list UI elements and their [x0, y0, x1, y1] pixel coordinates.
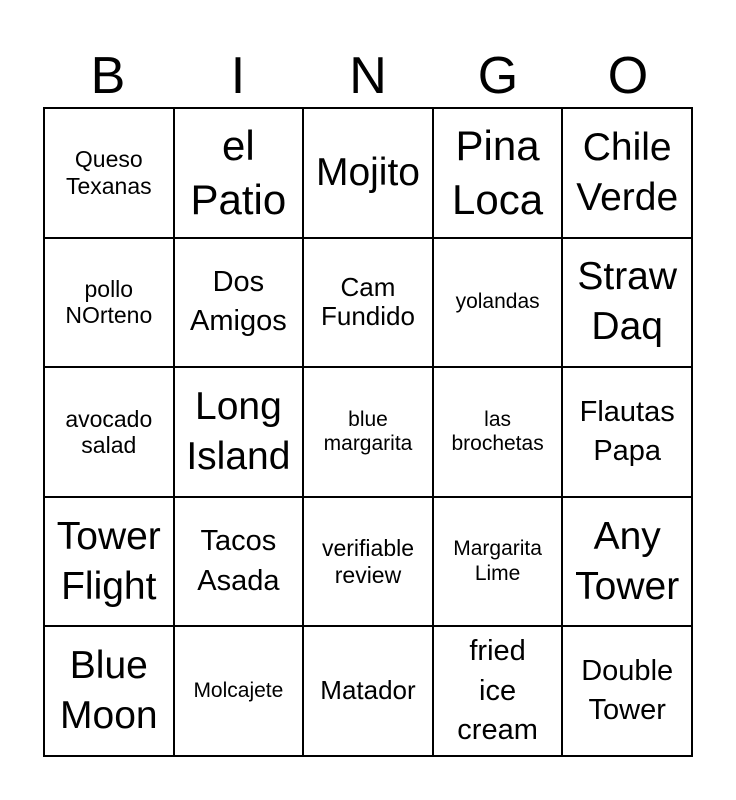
cell-label: blue margarita	[323, 407, 413, 455]
cell-label: Tacos Asada	[197, 525, 280, 597]
cell-label: Tower Flight	[56, 514, 161, 608]
bingo-cell[interactable]	[303, 626, 433, 756]
cell-label: Any Tower	[575, 514, 680, 608]
bingo-cell[interactable]	[433, 108, 563, 238]
bingo-cell[interactable]	[303, 367, 433, 497]
bingo-cell[interactable]	[303, 108, 433, 238]
bingo-cell[interactable]	[174, 367, 304, 497]
header-letter-i: I	[230, 47, 246, 105]
cell-label: las brochetas	[451, 407, 544, 455]
cell-label: el Patio	[190, 122, 287, 223]
cell-label: Matador	[320, 675, 416, 706]
cell-label: Dos Amigos	[190, 266, 287, 338]
bingo-cell[interactable]	[44, 497, 174, 627]
bingo-cell[interactable]	[562, 108, 692, 238]
cell-label: Straw Daq	[577, 255, 678, 349]
header-letter-g: G	[477, 47, 519, 105]
bingo-cell[interactable]	[303, 497, 433, 627]
cell-label: fried ice cream	[457, 635, 538, 746]
bingo-cell[interactable]	[303, 238, 433, 368]
cell-label: Margarita Lime	[453, 537, 542, 585]
bingo-board	[43, 107, 693, 757]
cell-label: Flautas Papa	[579, 395, 675, 467]
bingo-header	[43, 44, 693, 108]
bingo-cell[interactable]	[174, 108, 304, 238]
cell-label: pollo NOrteno	[65, 275, 153, 329]
bingo-cell[interactable]	[44, 238, 174, 368]
cell-label: verifiable review	[321, 535, 415, 588]
bingo-cell[interactable]	[433, 238, 563, 368]
header-letter-o: O	[607, 47, 649, 105]
cell-label: yolandas	[455, 290, 540, 314]
bingo-cell[interactable]	[562, 497, 692, 627]
cell-label: avocado salad	[65, 405, 153, 458]
bingo-cell[interactable]	[174, 497, 304, 627]
cell-label: Chile Verde	[576, 125, 679, 219]
cell-label: Double Tower	[581, 655, 674, 727]
cell-label: Long Island	[186, 385, 291, 478]
bingo-cell[interactable]	[433, 367, 563, 497]
bingo-cell[interactable]	[174, 626, 304, 756]
header-letter-n: N	[349, 47, 387, 105]
bingo-cell[interactable]	[433, 497, 563, 627]
bingo-cell[interactable]	[562, 626, 692, 756]
bingo-cell[interactable]	[433, 626, 563, 756]
bingo-cell[interactable]	[562, 367, 692, 497]
bingo-cell[interactable]	[44, 626, 174, 756]
cell-label: Pina Loca	[452, 122, 544, 223]
bingo-cell[interactable]	[562, 238, 692, 368]
header-letter-b: B	[90, 47, 126, 105]
bingo-cell[interactable]	[44, 108, 174, 238]
cell-label: Cam Fundido	[321, 271, 415, 332]
cell-label: Blue Moon	[60, 644, 158, 738]
cell-label: Queso Texanas	[65, 146, 152, 199]
bingo-cell[interactable]	[44, 367, 174, 497]
cell-label: Mojito	[315, 150, 421, 194]
bingo-cell[interactable]	[174, 238, 304, 368]
cell-label: Molcajete	[193, 679, 284, 703]
